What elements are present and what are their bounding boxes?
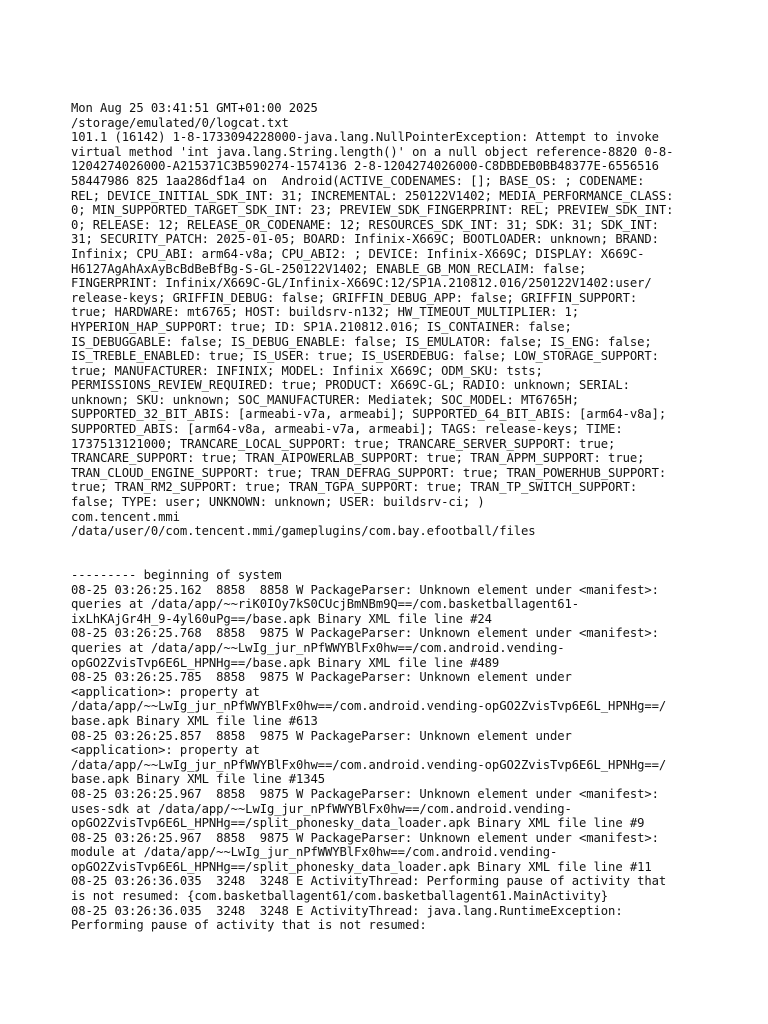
build-info-line: true; MANUFACTURER: INFINIX; MODEL: Infinix X669C; ODM_SKU: tsts; bbox=[71, 363, 543, 378]
build-info-line: true; TRAN_RM2_SUPPORT: true; TRAN_TGPA_SUPPORT: true; TRAN_TP_SWITCH_SUPPORT: bbox=[71, 480, 638, 495]
build-info-line: REL; DEVICE_INITIAL_SDK_INT: 31; INCREMENTAL: 250122V1402; MEDIA_PERFORMANCE_CLASS: bbox=[71, 188, 674, 203]
log-section-marker: --------- beginning of system bbox=[71, 568, 282, 582]
build-info-line: true; HARDWARE: mt6765; HOST: buildsrv-n132; HW_TIMEOUT_MULTIPLIER: 1; bbox=[71, 305, 580, 320]
log-line: queries at /data/app/~~riK0IOy7kS0CUcjBmNBm9Q==/com.basketballagent61- bbox=[71, 597, 580, 612]
build-info-line: IS_TREBLE_ENABLED: true; IS_USER: true; IS_USERDEBUG: false; LOW_STORAGE_SUPPORT: bbox=[71, 349, 659, 364]
build-info-line: H6127AgAhAxAyBcBdBeBfBg-S-GL-250122V1402; ENABLE_GB_MON_RECLAIM: false; bbox=[71, 261, 587, 276]
build-info-line: SUPPORTED_ABIS: [arm64-v8a, armeabi-v7a, armeabi]; TAGS: release-keys; TIME: bbox=[71, 422, 623, 437]
section-spacer bbox=[71, 539, 761, 568]
build-info-line: PERMISSIONS_REVIEW_REQUIRED: true; PRODUCT: X669C-GL; RADIO: unknown; SERIAL: bbox=[71, 378, 630, 393]
log-line: Performing pause of activity that is not resumed: bbox=[71, 918, 427, 933]
timestamp-line: Mon Aug 25 03:41:51 GMT+01:00 2025 bbox=[71, 101, 318, 115]
log-line: queries at /data/app/~~LwIg_jur_nPfWWYBlFx0hw==/com.android.vending- bbox=[71, 640, 565, 655]
crash-info-line: 1204274026000-A215371C3B590274-1574136 2-8-1204274026000-C8DBDEB0BB48377E-6556516 bbox=[71, 159, 659, 174]
build-info-line: IS_DEBUGGABLE: false; IS_DEBUG_ENABLE: false; IS_EMULATOR: false; IS_ENG: false; bbox=[71, 334, 652, 349]
build-info-line: 0; RELEASE: 12; RELEASE_OR_CODENAME: 12; RESOURCES_SDK_INT: 31; SDK: 31; SDK_INT: bbox=[71, 217, 659, 232]
log-line: <application>: property at bbox=[71, 743, 260, 758]
package-path-line: /data/user/0/com.tencent.mmi/gameplugins/com.bay.efootball/files bbox=[71, 524, 536, 539]
log-line: 08-25 03:26:25.967 8858 9875 W PackageParser: Unknown element under <manifest>: bbox=[71, 786, 659, 801]
build-info-line: TRAN_CLOUD_ENGINE_SUPPORT: true; TRAN_DEFRAG_SUPPORT: true; TRAN_POWERHUB_SUPPORT: bbox=[71, 465, 667, 480]
log-line: /data/app/~~LwIg_jur_nPfWWYBlFx0hw==/com.android.vending-opGO2ZvisTvp6E6L_HPNHg==/ bbox=[71, 757, 667, 772]
build-info-line: 58447986 825 1aa286df1a4 on Android(ACTIVE_CODENAMES: []; BASE_OS: ; CODENAME: bbox=[71, 173, 645, 188]
build-info-line: 1737513121000; TRANCARE_LOCAL_SUPPORT: true; TRANCARE_SERVER_SUPPORT: true; bbox=[71, 436, 616, 451]
crash-info-line: 101.1 (16142) 1-8-1733094228000-java.lang.NullPointerException: Attempt to invoke bbox=[71, 130, 659, 145]
log-line: module at /data/app/~~LwIg_jur_nPfWWYBlFx0hw==/com.android.vending- bbox=[71, 845, 558, 860]
build-info-line: false; TYPE: user; UNKNOWN: unknown; USER: buildsrv-ci; ) bbox=[71, 495, 485, 510]
file-path-line: /storage/emulated/0/logcat.txt bbox=[71, 115, 289, 130]
build-info-line: 31; SECURITY_PATCH: 2025-01-05; BOARD: Infinix-X669C; BOOTLOADER: unknown; BRAND: bbox=[71, 232, 659, 247]
log-line: 08-25 03:26:25.857 8858 9875 W PackageParser: Unknown element under bbox=[71, 728, 572, 743]
log-line: /data/app/~~LwIg_jur_nPfWWYBlFx0hw==/com.android.vending-opGO2ZvisTvp6E6L_HPNHg==/ bbox=[71, 699, 667, 714]
log-line: base.apk Binary XML file line #1345 bbox=[71, 772, 326, 787]
log-line: 08-25 03:26:25.162 8858 8858 W PackageParser: Unknown element under <manifest>: bbox=[71, 582, 659, 597]
log-line: 08-25 03:26:25.967 8858 9875 W PackageParser: Unknown element under <manifest>: bbox=[71, 830, 659, 845]
build-info-line: 0; MIN_SUPPORTED_TARGET_SDK_INT: 23; PREVIEW_SDK_FINGERPRINT: REL; PREVIEW_SDK_INT: bbox=[71, 203, 674, 218]
crash-info-line: virtual method 'int java.lang.String.length()' on a null object reference-8820 0-8- bbox=[71, 144, 674, 159]
log-line: ixLhKAjGr4H_9-4yl60uPg==/base.apk Binary XML file line #24 bbox=[71, 611, 492, 626]
logcat-document bbox=[71, 101, 761, 933]
build-info-line: HYPERION_HAP_SUPPORT: true; ID: SP1A.210812.016; IS_CONTAINER: false; bbox=[71, 319, 572, 334]
log-line: base.apk Binary XML file line #613 bbox=[71, 713, 318, 728]
build-info-line: unknown; SKU: unknown; SOC_MANUFACTURER: Mediatek; SOC_MODEL: MT6765H; bbox=[71, 392, 580, 407]
log-line: opGO2ZvisTvp6E6L_HPNHg==/split_phonesky_data_loader.apk Binary XML file line #11 bbox=[71, 859, 652, 874]
build-info-line: FINGERPRINT: Infinix/X669C-GL/Infinix-X669C:12/SP1A.210812.016/250122V1402:user/ bbox=[71, 276, 652, 291]
log-line: <application>: property at bbox=[71, 684, 260, 699]
log-line: 08-25 03:26:36.035 3248 3248 E ActivityThread: java.lang.RuntimeException: bbox=[71, 903, 623, 918]
document-header bbox=[71, 101, 761, 539]
build-info-line: Infinix; CPU_ABI: arm64-v8a; CPU_ABI2: ; DEVICE: Infinix-X669C; DISPLAY: X669C- bbox=[71, 246, 645, 261]
build-info-line: TRANCARE_SUPPORT: true; TRAN_AIPOWERLAB_SUPPORT: true; TRAN_APPM_SUPPORT: true; bbox=[71, 451, 645, 466]
build-info-line: SUPPORTED_32_BIT_ABIS: [armeabi-v7a, armeabi]; SUPPORTED_64_BIT_ABIS: [arm64-v8a]; bbox=[71, 407, 667, 422]
log-line: is not resumed: {com.basketballagent61/com.basketballagent61.MainActivity} bbox=[71, 889, 609, 904]
log-section bbox=[71, 568, 761, 933]
log-line: opGO2ZvisTvp6E6L_HPNHg==/base.apk Binary XML file line #489 bbox=[71, 655, 500, 670]
log-line: 08-25 03:26:25.785 8858 9875 W PackageParser: Unknown element under bbox=[71, 670, 572, 685]
build-info-line: release-keys; GRIFFIN_DEBUG: false; GRIFFIN_DEBUG_APP: false; GRIFFIN_SUPPORT: bbox=[71, 290, 638, 305]
log-line: opGO2ZvisTvp6E6L_HPNHg==/split_phonesky_data_loader.apk Binary XML file line #9 bbox=[71, 816, 645, 831]
log-line: 08-25 03:26:25.768 8858 9875 W PackageParser: Unknown element under <manifest>: bbox=[71, 626, 659, 641]
log-line: uses-sdk at /data/app/~~LwIg_jur_nPfWWYBlFx0hw==/com.android.vending- bbox=[71, 801, 572, 816]
log-line: 08-25 03:26:36.035 3248 3248 E ActivityThread: Performing pause of activity that bbox=[71, 874, 667, 889]
package-name-line: com.tencent.mmi bbox=[71, 509, 180, 524]
